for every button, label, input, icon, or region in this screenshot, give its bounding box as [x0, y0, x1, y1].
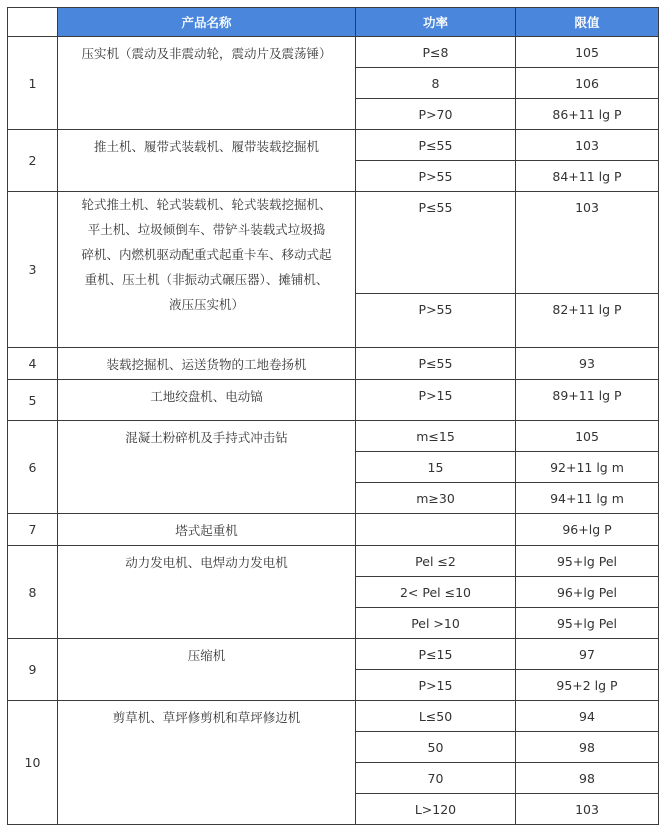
product-name: 压缩机	[58, 639, 356, 701]
power-cell: P>15	[356, 380, 516, 421]
power-cell: P>70	[356, 99, 516, 130]
row-number: 5	[8, 380, 58, 421]
power-cell: P≤55	[356, 130, 516, 161]
noise-limit-table	[7, 7, 659, 825]
limit-cell: 98	[516, 763, 659, 794]
power-cell: P>55	[356, 294, 516, 348]
limit-cell: 105	[516, 37, 659, 68]
table-row	[8, 348, 659, 380]
product-name-line: 重机、压土机（非振动式碾压器）、摊铺机、	[84, 272, 329, 287]
power-cell: L>120	[356, 794, 516, 825]
product-name-line: 轮式推土机、轮式装载机、轮式装载挖掘机、	[81, 197, 332, 212]
power-cell: P≤55	[356, 348, 516, 380]
limit-cell: 97	[516, 639, 659, 670]
row-number: 2	[8, 130, 58, 192]
table-header-row	[8, 8, 659, 37]
product-name: 工地绞盘机、电动镐	[58, 380, 356, 421]
limit-cell: 103	[516, 192, 659, 294]
limit-cell: 105	[516, 421, 659, 452]
power-cell: 2< Pel ≤10	[356, 577, 516, 608]
product-name-line: 碎机、内燃机驱动配重式起重卡车、移动式起	[81, 247, 332, 262]
limit-cell: 93	[516, 348, 659, 380]
table-row	[8, 514, 659, 546]
power-cell: L≤50	[356, 701, 516, 732]
product-name-line: 液压压实机）	[168, 297, 244, 312]
power-cell: P≤55	[356, 192, 516, 294]
limit-cell: 106	[516, 68, 659, 99]
table-row	[8, 639, 659, 670]
table-row	[8, 546, 659, 577]
power-cell: m≤15	[356, 421, 516, 452]
power-cell: P≤15	[356, 639, 516, 670]
limit-cell: 94	[516, 701, 659, 732]
limit-cell: 95+lg Pel	[516, 546, 659, 577]
power-cell: P>55	[356, 161, 516, 192]
table-row	[8, 421, 659, 452]
power-cell: Pel ≤2	[356, 546, 516, 577]
table-row	[8, 380, 659, 421]
power-cell: 8	[356, 68, 516, 99]
power-cell	[356, 514, 516, 546]
limit-cell: 86+11 lg P	[516, 99, 659, 130]
header-power: 功率	[356, 8, 516, 37]
limit-cell: 82+11 lg P	[516, 294, 659, 348]
product-name: 动力发电机、电焊动力发电机	[58, 546, 356, 639]
power-cell: Pel >10	[356, 608, 516, 639]
power-cell: 50	[356, 732, 516, 763]
row-number: 6	[8, 421, 58, 514]
limit-cell: 92+11 lg m	[516, 452, 659, 483]
row-number: 9	[8, 639, 58, 701]
table-row	[8, 701, 659, 732]
limit-cell: 95+lg Pel	[516, 608, 659, 639]
row-number: 8	[8, 546, 58, 639]
power-cell: 70	[356, 763, 516, 794]
product-name: 压实机（震动及非震动轮，震动片及震荡锤）	[58, 37, 356, 130]
product-name-line: 平土机、垃圾倾倒车、带铲斗装载式垃圾捣	[87, 222, 326, 237]
limit-cell: 96+lg P	[516, 514, 659, 546]
product-name: 推土机、履带式装载机、履带装载挖掘机	[58, 130, 356, 192]
row-number: 1	[8, 37, 58, 130]
header-limit: 限值	[516, 8, 659, 37]
product-name: 装载挖掘机、运送货物的工地卷扬机	[58, 348, 356, 380]
limit-cell: 84+11 lg P	[516, 161, 659, 192]
limit-cell: 103	[516, 794, 659, 825]
table-row	[8, 192, 659, 294]
power-cell: m≥30	[356, 483, 516, 514]
product-name	[58, 192, 356, 348]
power-cell: P≤8	[356, 37, 516, 68]
power-cell: P>15	[356, 670, 516, 701]
limit-cell: 103	[516, 130, 659, 161]
table-row	[8, 37, 659, 68]
product-name: 混凝土粉碎机及手持式冲击钻	[58, 421, 356, 514]
limit-cell: 95+2 lg P	[516, 670, 659, 701]
limit-cell: 98	[516, 732, 659, 763]
row-number: 3	[8, 192, 58, 348]
limit-cell: 96+lg Pel	[516, 577, 659, 608]
limit-cell: 94+11 lg m	[516, 483, 659, 514]
row-number: 7	[8, 514, 58, 546]
product-name: 剪草机、草坪修剪机和草坪修边机	[58, 701, 356, 825]
header-product-name: 产品名称	[58, 8, 356, 37]
row-number: 4	[8, 348, 58, 380]
table-row	[8, 130, 659, 161]
row-number: 10	[8, 701, 58, 825]
header-no	[8, 8, 58, 37]
limit-cell: 89+11 lg P	[516, 380, 659, 421]
power-cell: 15	[356, 452, 516, 483]
product-name: 塔式起重机	[58, 514, 356, 546]
